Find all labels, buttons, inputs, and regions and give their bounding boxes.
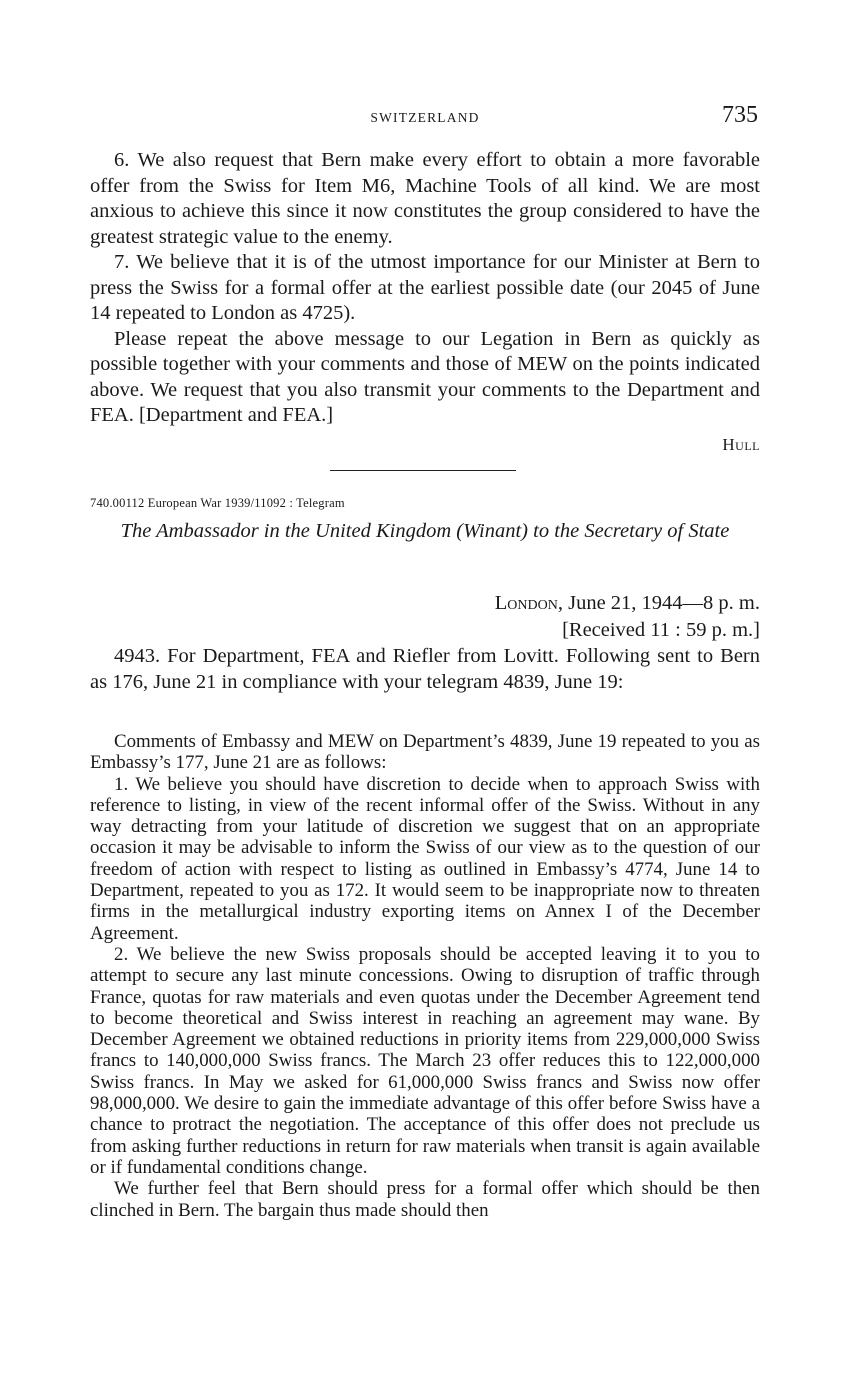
section-divider: [330, 470, 516, 471]
quoted-continuation: We further feel that Bern should press for a formal offer which should be then clinched in Bern. The bargain thus made should then: [90, 1178, 760, 1221]
quoted-message: [90, 731, 760, 1221]
dateline-sent: [90, 590, 760, 617]
running-header: [90, 104, 760, 134]
signature: Hull: [722, 435, 760, 454]
running-title: SWITZERLAND: [370, 110, 480, 125]
page-number: 735: [722, 102, 758, 128]
dateline: [90, 590, 760, 644]
quoted-point-2: 2. We believe the new Swiss proposals should be accepted leaving it to you to attempt to secure any last minute concessions. Owing to disruption of traffic through France, quotas for raw materials and even quotas under the December Agreement tend to become theoretical and Swiss interest in reaching an agreement may wane. By December Agreement we obtained reductions in priority items from 229,000,000 Swiss francs to 140,000,000 Swiss francs. The March 23 offer reduces this to 122,000,000 Swiss francs. In May we asked for 61,000,000 Swiss francs and Swiss now offer 98,000,000. We desire to gain the immediate advantage of this offer before Swiss have a chance to protract the negotiation. The acceptance of this offer does not preclude us from asking further reductions in return for raw materials when transit is again available or if fundamental conditions change.: [90, 943, 760, 1178]
file-reference: 740.00112 European War 1939/11092 : Telegram: [90, 496, 345, 510]
document-title: The Ambassador in the United Kingdom (Winant) to the Secretary of State: [120, 520, 730, 542]
closing-paragraphs: [90, 148, 760, 429]
dateline-city: London: [494, 592, 558, 614]
paragraph-item-7: 7. We believe that it is of the utmost importance for our Minister at Bern to press the Swiss for a formal offer at the earliest possible date (our 2045 of June 14 repeated to London as 4725).: [90, 251, 760, 324]
dateline-date: , June 21, 1944—8 p. m.: [557, 592, 760, 614]
telegram-opening: [90, 644, 760, 695]
paragraph-item-6: 6. We also request that Bern make every effort to obtain a more favorable offer from the Swiss for Item M6, Machine Tools of all kind. We are most anxious to achieve this since it now constitutes the group considered to have the greatest strategic value to the enemy.: [90, 149, 760, 248]
opening-paragraph: 4943. For Department, FEA and Riefler from Lovitt. Following sent to Bern as 176, June 21 in compliance with your telegram 4839, June 19:: [90, 645, 760, 693]
quoted-point-1: 1. We believe you should have discretion to decide when to approach Swiss with reference to listing, in view of the recent informal offer of the Swiss. Without in any way detracting from your latitude of discretion we suggest that on an appropriate occasion it may be advisable to inform the Swiss of our view as to the question of our freedom of action with respect to listing as outlined in Embassy’s 4774, June 14 to Department, repeated to you as 172. It would seem to be inappropriate now to threaten firms in the metallurgical industry exporting items on Annex I of the December Agreement.: [90, 773, 760, 944]
paragraph-repeat-request: Please repeat the above message to our Legation in Bern as quickly as possible together with your comments and those of MEW on the points indicated above. We request that you also transmit your comments to the Department and FEA. [Department and FEA.]: [90, 327, 760, 426]
quoted-intro: Comments of Embassy and MEW on Department’s 4839, June 19 repeated to you as Embassy’s 177, June 21 are as follows:: [90, 731, 760, 774]
dateline-received: [Received 11 : 59 p. m.]: [562, 619, 760, 641]
